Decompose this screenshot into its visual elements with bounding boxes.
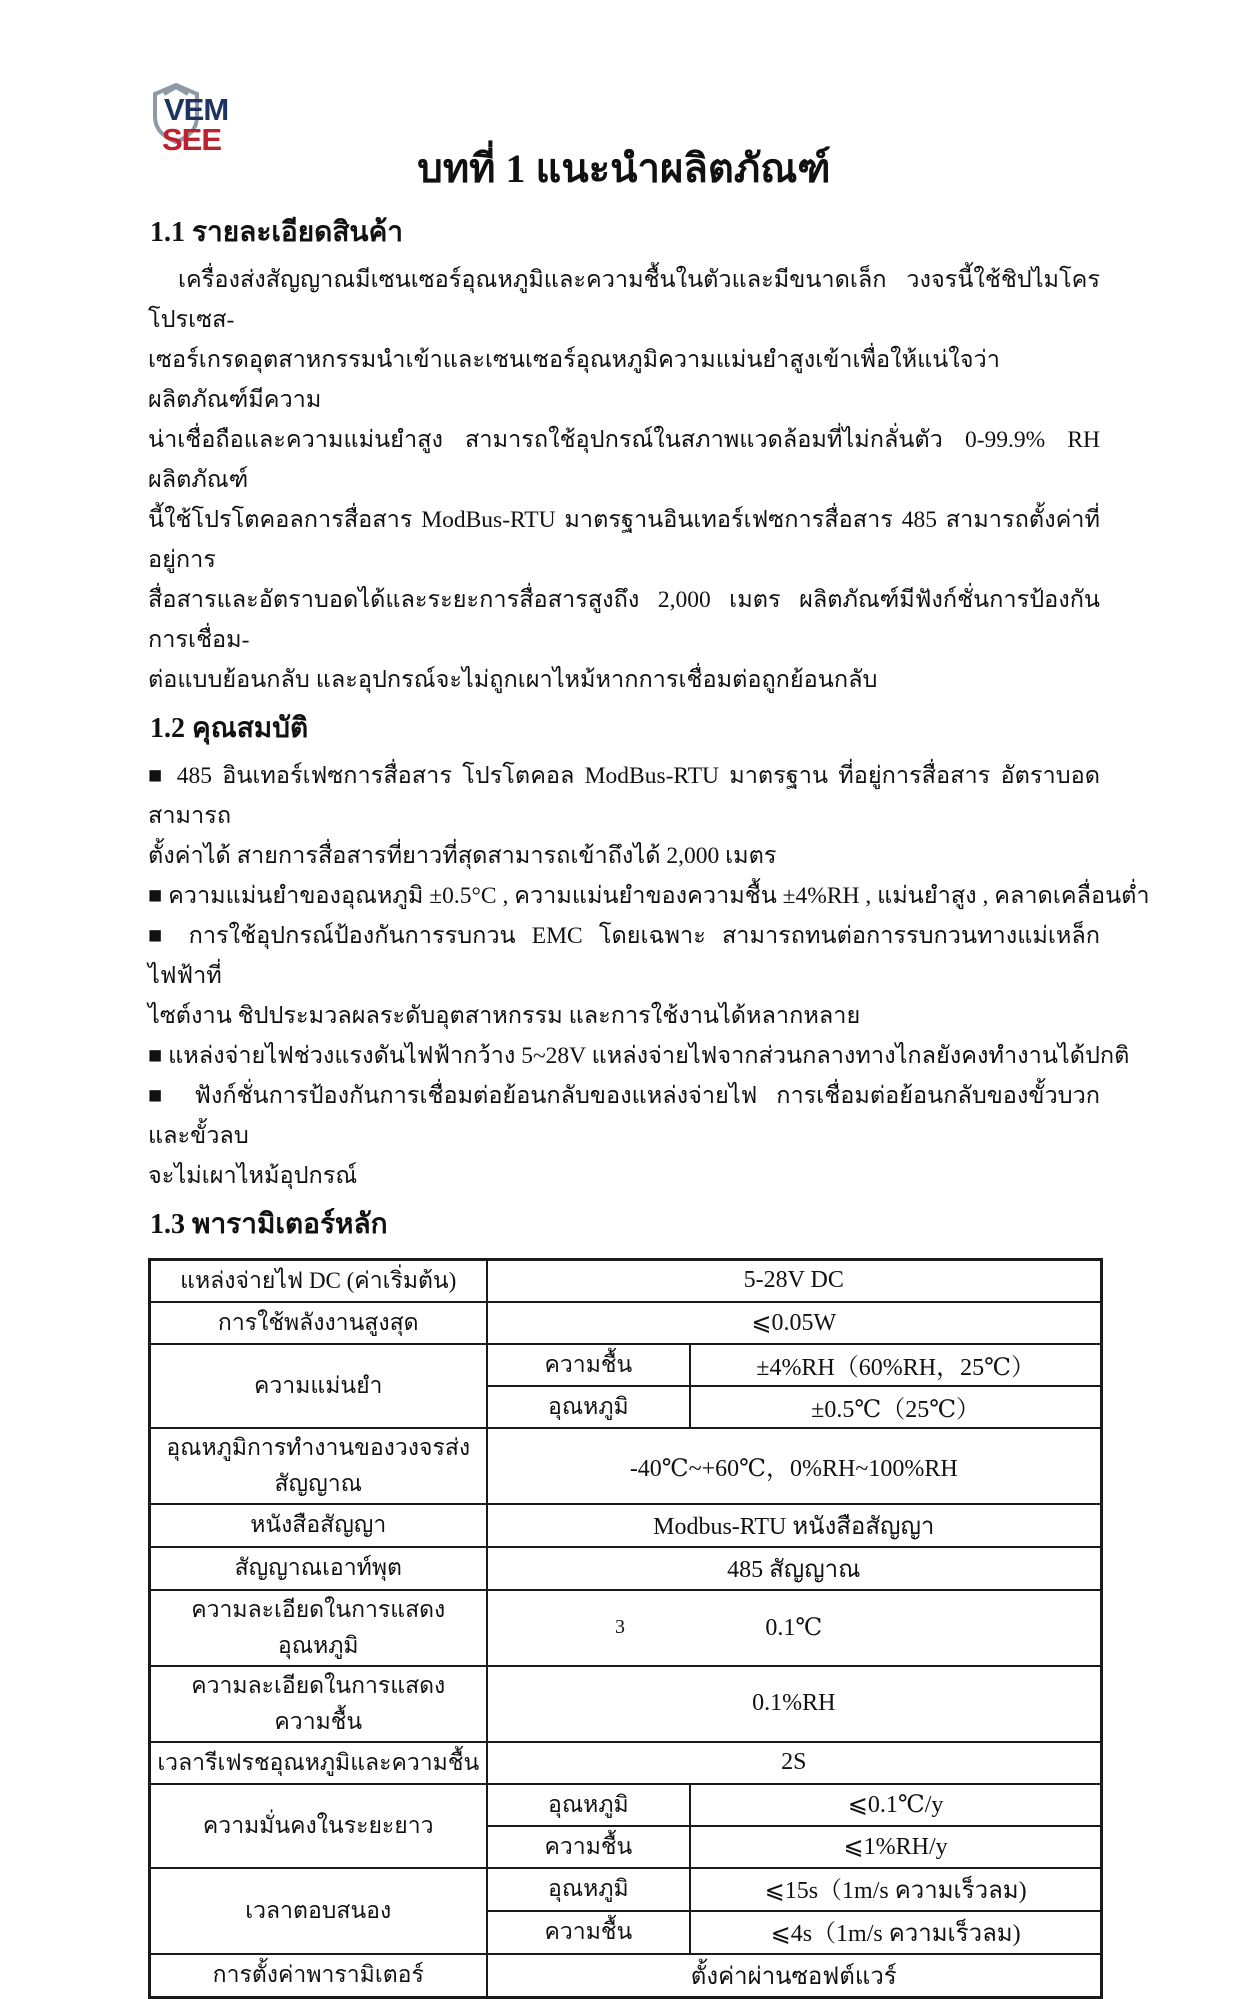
table-row [150, 1344, 1102, 1386]
intro-line: เครื่องส่งสัญญาณมีเซนเซอร์อุณหภูมิและความชื้นในตัวและมีขนาดเล็ก วงจรนี้ใช้ชิปไมโครโปรเซส- [148, 267, 1100, 333]
param-label-cell: เวลารีเฟรชอุณหภูมิและความชื้น [150, 1742, 487, 1784]
param-label-cell: การตั้งค่าพารามิเตอร์ [150, 1954, 487, 1998]
feature-line: ■ แหล่งจ่ายไฟช่วงแรงดันไฟฟ้ากว้าง 5~28V แหล่งจ่ายไฟจากส่วนกลางทางไกลยังคงทำงานได้ปกติ [148, 1043, 1130, 1069]
table-row [150, 1547, 1102, 1590]
param-subparam-cell: ความชื้น [487, 1911, 691, 1954]
param-value-cell: ±0.5℃（25℃） [690, 1386, 1101, 1428]
section-heading-1-1: 1.1 รายละเอียดสินค้า [150, 217, 404, 248]
param-subparam-cell: อุณหภูมิ [487, 1784, 691, 1826]
param-value-cell: ⩽0.05W [487, 1302, 1102, 1344]
section-heading-1-3: 1.3 พารามิเตอร์หลัก [150, 1209, 388, 1240]
param-label-cell: หนังสือสัญญา [150, 1504, 487, 1547]
table-row [150, 1504, 1102, 1547]
intro-paragraph [148, 260, 1100, 700]
param-value-cell: 0.1℃ [487, 1590, 1102, 1666]
param-value-cell: ⩽1%RH/y [690, 1826, 1101, 1868]
param-value-cell: ⩽15s（1m/s ความเร็วลม) [690, 1868, 1101, 1911]
logo-text-top: VEM [164, 92, 229, 127]
param-label-cell: อุณหภูมิการทำงานของวงจรส่งสัญญาณ [150, 1428, 487, 1504]
param-subparam-cell: อุณหภูมิ [487, 1868, 691, 1911]
param-value-cell: Modbus-RTU หนังสือสัญญา [487, 1504, 1102, 1547]
table-row [150, 1666, 1102, 1742]
section-heading-1-2: 1.2 คุณสมบัติ [150, 713, 309, 744]
param-label-cell: แหล่งจ่ายไฟ DC (ค่าเริ่มต้น) [150, 1260, 487, 1302]
table-row [150, 1954, 1102, 1998]
param-value-cell: ตั้งค่าผ่านซอฟต์แวร์ [487, 1954, 1102, 1998]
feature-line: ไซต์งาน ชิปประมวลผลระดับอุตสาหกรรม และการใช้งานได้หลากหลาย [148, 1003, 861, 1029]
param-value-cell: 0.1%RH [487, 1666, 1102, 1742]
param-value-cell: 5-28V DC [487, 1260, 1102, 1302]
table-row [150, 1260, 1102, 1302]
feature-line: ตั้งค่าได้ สายการสื่อสารที่ยาวที่สุดสามารถเข้าถึงได้ 2,000 เมตร [148, 843, 777, 869]
intro-line: นี้ใช้โปรโตคอลการสื่อสาร ModBus-RTU มาตรฐานอินเทอร์เฟซการสื่อสาร 485 สามารถตั้งค่าที่อยู่การ [148, 507, 1100, 573]
param-label-cell: ความแม่นยำ [150, 1344, 487, 1428]
table-row [150, 1428, 1102, 1504]
param-subparam-cell: อุณหภูมิ [487, 1386, 691, 1428]
vemsee-logo [150, 82, 270, 162]
param-value-cell: ±4%RH（60%RH，25℃） [690, 1344, 1101, 1386]
param-value-cell: ⩽0.1℃/y [690, 1784, 1101, 1826]
param-label-cell: เวลาตอบสนอง [150, 1868, 487, 1954]
feature-line: ■ 485 อินเทอร์เฟซการสื่อสาร โปรโตคอล ModBus-RTU มาตรฐาน ที่อยู่การสื่อสาร อัตราบอดสามารถ [148, 763, 1100, 829]
intro-line: สื่อสารและอัตราบอดได้และระยะการสื่อสารสูงถึง 2,000 เมตร ผลิตภัณฑ์มีฟังก์ชั่นการป้องกันการเชื่อม- [148, 587, 1100, 653]
param-label-cell: สัญญาณเอาท์พุต [150, 1547, 487, 1590]
intro-line: ต่อแบบย้อนกลับ และอุปกรณ์จะไม่ถูกเผาไหม้หากการเชื่อมต่อถูกย้อนกลับ [148, 667, 878, 693]
table-row [150, 1302, 1102, 1344]
param-label-cell: ความละเอียดในการแสดงอุณหภูมิ [150, 1590, 487, 1666]
param-value-cell: ⩽4s（1m/s ความเร็วลม) [690, 1911, 1101, 1954]
table-row [150, 1742, 1102, 1784]
param-subparam-cell: ความชื้น [487, 1344, 691, 1386]
feature-line: จะไม่เผาไหม้อุปกรณ์ [148, 1163, 358, 1189]
table-row [150, 1784, 1102, 1826]
param-value-cell: 2S [487, 1742, 1102, 1784]
features-list [148, 756, 1150, 1196]
param-value-cell: -40℃~+60℃，0%RH~100%RH [487, 1428, 1102, 1504]
intro-line: เซอร์เกรดอุตสาหกรรมนำเข้าและเซนเซอร์อุณหภูมิความแม่นยำสูงเข้าเพื่อให้แน่ใจว่าผลิตภัณฑ์มีความ [148, 347, 1000, 413]
param-subparam-cell: ความชื้น [487, 1826, 691, 1868]
feature-line: ■ ความแม่นยำของอุณหภูมิ ±0.5°C , ความแม่นยำของความชื้น ±4%RH , แม่นยำสูง , คลาดเคลื่อนต่ำ [148, 883, 1150, 909]
param-label-cell: การใช้พลังงานสูงสุด [150, 1302, 487, 1344]
table-row [150, 1868, 1102, 1911]
intro-line: น่าเชื่อถือและความแม่นยำสูง สามารถใช้อุปกรณ์ในสภาพแวดล้อมที่ไม่กลั่นตัว 0-99.9% RH ผลิตภัณฑ์ [148, 427, 1100, 493]
feature-line: ■ ฟังก์ชั่นการป้องกันการเชื่อมต่อย้อนกลับของแหล่งจ่ายไฟ การเชื่อมต่อย้อนกลับของขั้วบวกและขั้วลบ [148, 1083, 1100, 1149]
page-number: 3 [615, 1616, 625, 1638]
page-title: บทที่ 1 แนะนำผลิตภัณฑ์ [417, 146, 831, 191]
param-value-cell: 485 สัญญาณ [487, 1547, 1102, 1590]
param-label-cell: ความมั่นคงในระยะยาว [150, 1784, 487, 1868]
param-label-cell: ความละเอียดในการแสดงความชื้น [150, 1666, 487, 1742]
logo-text-bottom: SEE [162, 122, 222, 157]
feature-line: ■ การใช้อุปกรณ์ป้องกันการรบกวน EMC โดยเฉพาะ สามารถทนต่อการรบกวนทางแม่เหล็กไฟฟ้าที่ [148, 923, 1100, 989]
